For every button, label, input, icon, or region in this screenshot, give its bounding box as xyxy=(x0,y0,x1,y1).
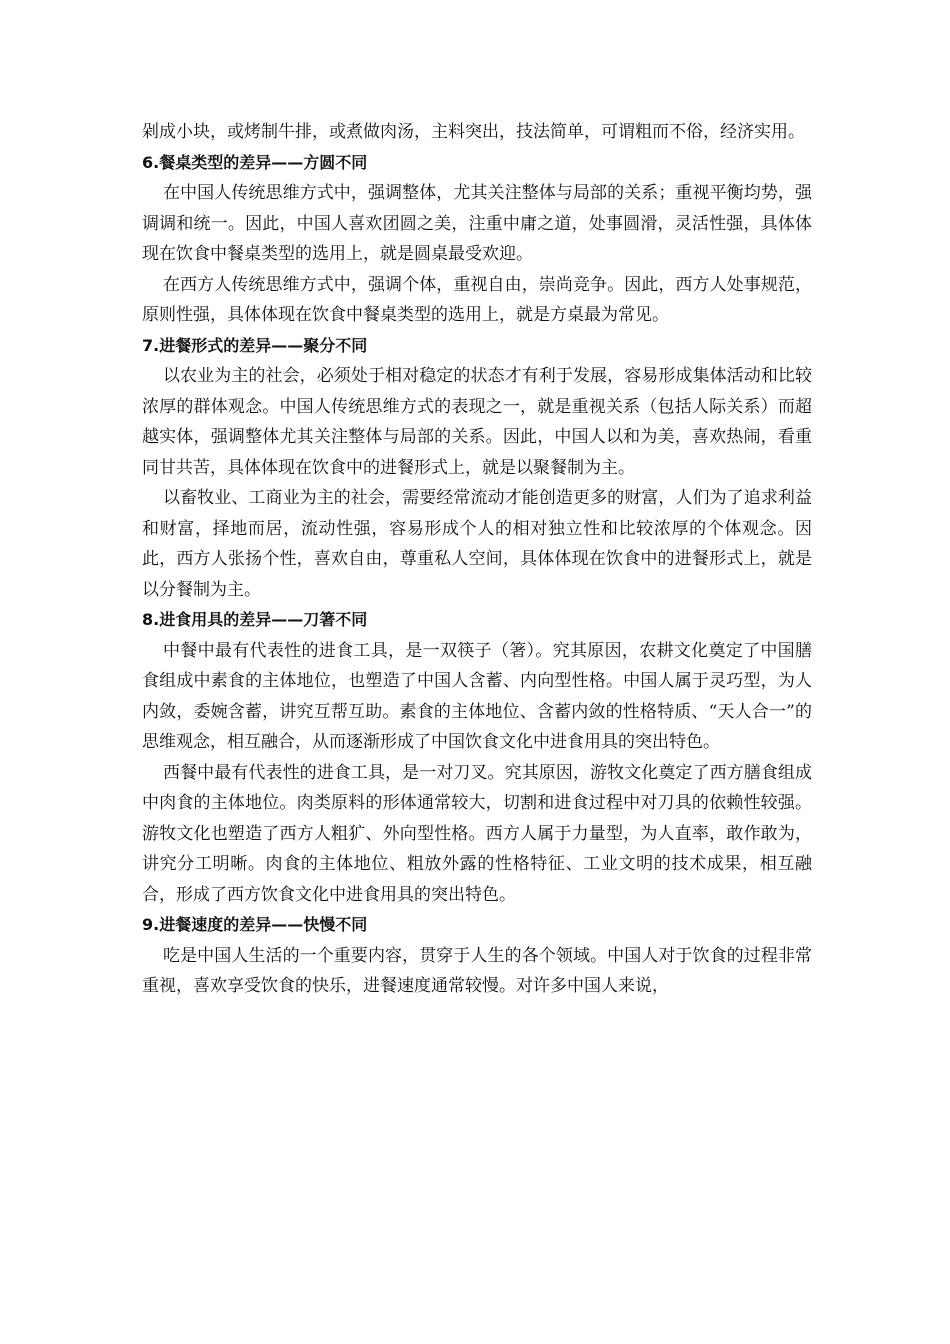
section-heading-9: 9.进餐速度的差异——快慢不同 xyxy=(142,915,368,934)
document-page xyxy=(142,117,812,1002)
paragraph: 以畜牧业、工商业为主的社会，需要经常流动才能创造更多的财富，人们为了追求利益和财富，择地而居，流动性强，容易形成个人的相对独立性和比较浓厚的个体观念。因此，西方人张扬个性，喜欢自由，尊重私人空间，具体体现在饮食中的进餐形式上，就是以分餐制为主。 xyxy=(142,488,812,600)
section-heading-8: 8.进食用具的差异——刀箸不同 xyxy=(142,610,368,629)
section-heading-6: 6.餐桌类型的差异——方圆不同 xyxy=(142,152,368,172)
paragraph: 西餐中最有代表性的进食工具，是一对刀叉。究其原因，游牧文化奠定了西方膳食组成中肉食的主体地位。肉类原料的形体通常较大，切割和进食过程中对刀具的依赖性较强。游牧文化也塑造了西方人粗犷、外向型性格。西方人属于力量型，为人直率，敢作敢为，讲究分工明晰。肉食的主体地位、粗放外露的性格特征、工业文明的技术成果，相互融合，形成了西方饮食文化中进食用具的突出特色。 xyxy=(142,762,812,905)
section-heading-7: 7.进餐形式的差异——聚分不同 xyxy=(142,335,368,355)
paragraph: 吃是中国人生活的一个重要内容，贯穿于人生的各个领域。中国人对于饮食的过程非常重视，喜欢享受饮食的快乐，进餐速度通常较慢。对许多中国人来说， xyxy=(142,945,812,996)
paragraph-continued: 剁成小块，或烤制牛排，或煮做肉汤，主料突出，技法简单，可谓粗而不俗，经济实用。 xyxy=(142,122,805,142)
paragraph: 中餐中最有代表性的进食工具，是一双筷子（箸）。究其原因，农耕文化奠定了中国膳食组成中素食的主体地位，也塑造了中国人含蓄、内向型性格。中国人属于灵巧型，为人内敛，委婉含蓄，讲究互帮互助。素食的主体地位、含蓄内敛的性格特质、“天人合一”的思维观念，相互融合，从而逐渐形成了中国饮食文化中进食用具的突出特色。 xyxy=(142,640,812,752)
paragraph: 在西方人传统思维方式中，强调个体，重视自由，崇尚竞争。因此，西方人处事规范，原则性强，具体体现在饮食中餐桌类型的选用上，就是方桌最为常见。 xyxy=(142,274,812,325)
paragraph: 在中国人传统思维方式中，强调整体，尤其关注整体与局部的关系；重视平衡均势，强调调和统一。因此，中国人喜欢团圆之美，注重中庸之道，处事圆滑，灵活性强，具体体现在饮食中餐桌类型的选用上，就是圆桌最受欢迎。 xyxy=(142,183,812,264)
paragraph: 以农业为主的社会，必须处于相对稳定的状态才有利于发展，容易形成集体活动和比较浓厚的群体观念。中国人传统思维方式的表现之一，就是重视关系（包括人际关系）而超越实体，强调整体尤其关注整体与局部的关系。因此，中国人以和为美，喜欢热闹，看重同甘共苦，具体体现在饮食中的进餐形式上，就是以聚餐制为主。 xyxy=(142,366,812,478)
